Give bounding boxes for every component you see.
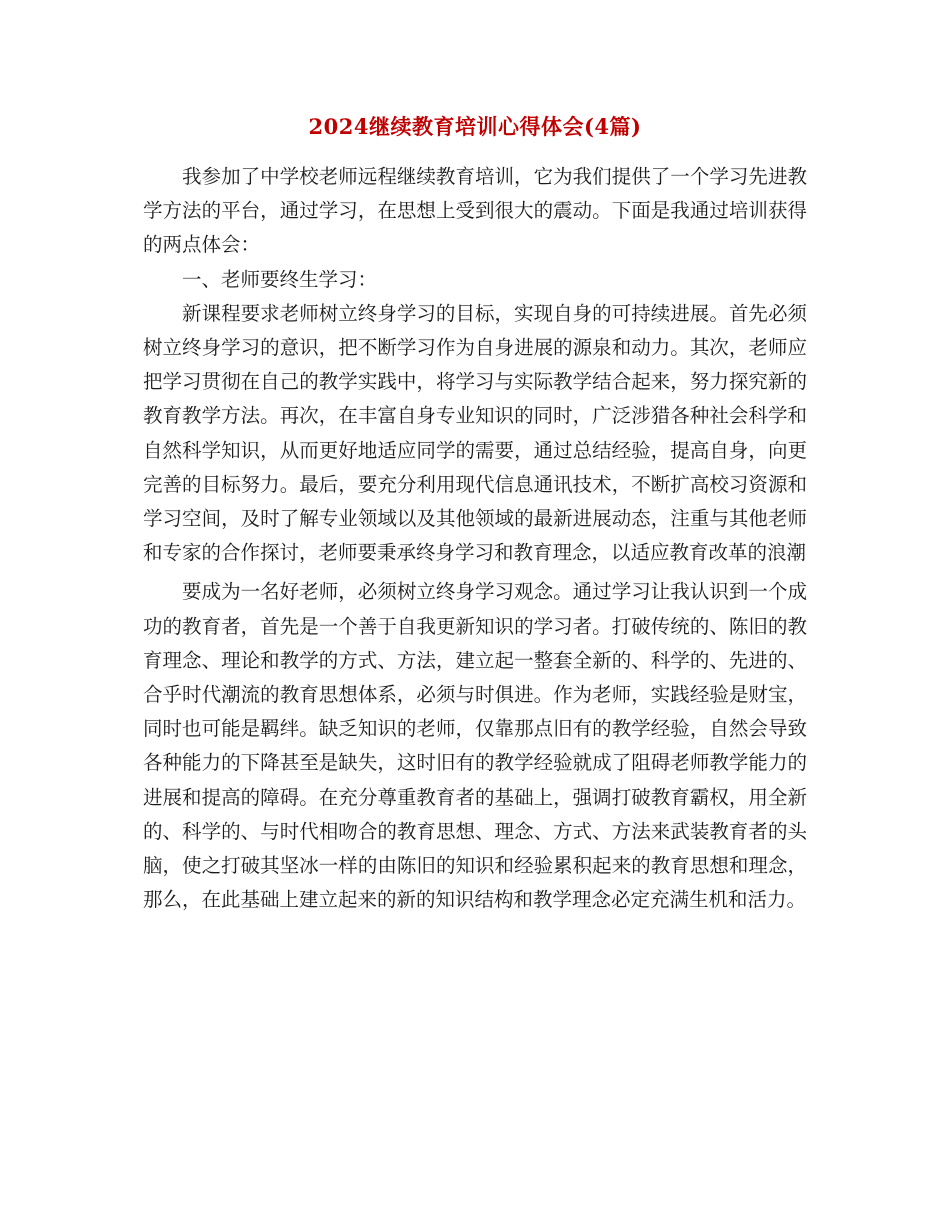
document-title: 2024继续教育培训心得体会(4篇) xyxy=(308,114,642,139)
paragraph-good-teacher: 要成为一名好老师，必须树立终身学习观念。通过学习让我认识到一个成功的教育者，首先是一个善于自我更新知识的学习者。打破传统的、陈旧的教育理念、理论和教学的方式、方法，建立起一整套全新的、科学的、先进的、合乎时代潮流的教育思想体系，必须与时俱进。作为老师，实践经验是财宝，同时也可能是羁绊。缺乏知识的老师，仅靠那点旧有的教学经验，自然会导致各种能力的下降甚至是缺失，这时旧有的教学经验就成了阻碍老师教学能力的进展和提高的障碍。在充分尊重教育者的基础上，强调打破教育霸权，用全新的、科学的、与时代相吻合的教育思想、理念、方式、方法来武装教育者的头脑，使之打破其坚冰一样的由陈旧的知识和经验累积起来的教育思想和理念，那么，在此基础上建立起来的新的知识结构和教学理念必定充满生机和活力。 xyxy=(143,580,807,912)
document-body xyxy=(143,160,807,917)
paragraph-intro: 我参加了中学校老师远程继续教育培训，它为我们提供了一个学习先进教学方法的平台，通过学习，在思想上受到很大的震动。下面是我通过培训获得的两点体会： xyxy=(143,165,807,257)
paragraph-lifelong-learning: 新课程要求老师树立终身学习的目标，实现自身的可持续进展。首先必须树立终身学习的意识，把不断学习作为自身进展的源泉和动力。其次，老师应把学习贯彻在自己的教学实践中，将学习与实际教学结合起来，努力探究新的教育教学方法。再次，在丰富自身专业知识的同时，广泛涉猎各种社会科学和自然科学知识，从而更好地适应同学的需要，通过总结经验，提高自身，向更完善的目标努力。最后，要充分利用现代信息通讯技术，不断扩高校习资源和学习空间，及时了解专业领域以及其他领域的最新进展动态，注重与其他老师和专家的合作探讨，老师要秉承终身学习和教育理念，以适应教育改革的浪潮 xyxy=(143,301,807,565)
section-heading-lifelong-learning: 一、老师要终生学习： xyxy=(182,267,378,291)
